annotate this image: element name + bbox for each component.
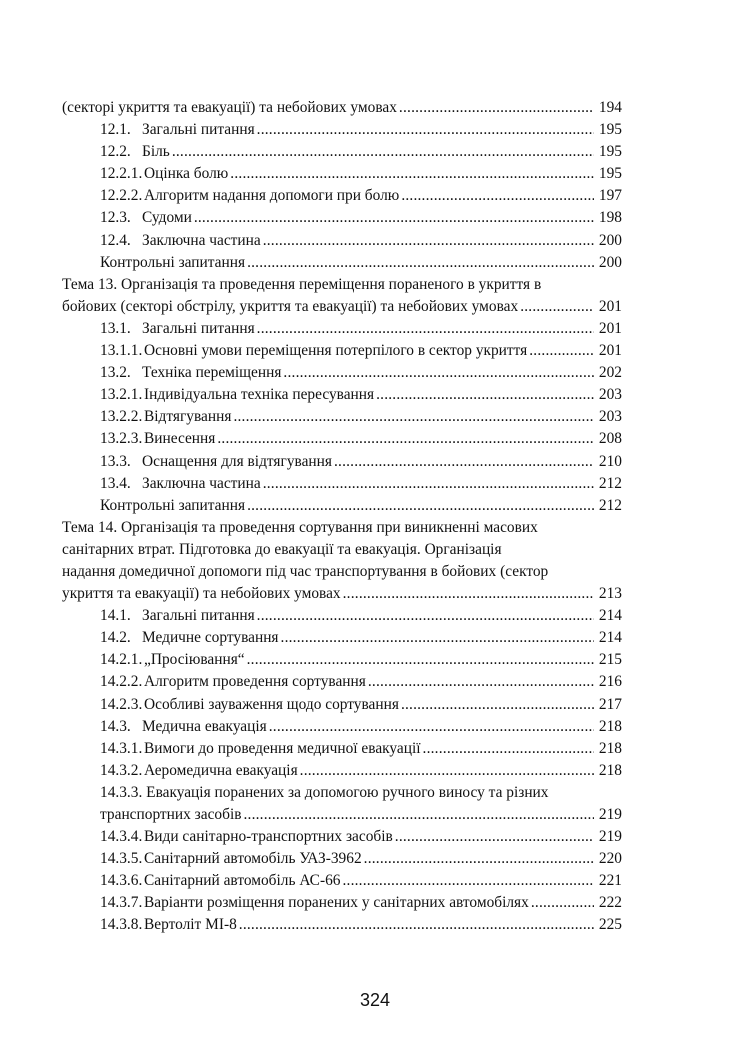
toc-entry[interactable] bbox=[62, 230, 622, 252]
toc-entry-title: Техніка переміщення bbox=[142, 364, 282, 382]
toc-entry-title: Алгоритм проведення сортування bbox=[144, 673, 366, 691]
toc-entry[interactable] bbox=[62, 473, 622, 495]
toc-entry-number: 12.2.2. bbox=[100, 187, 143, 205]
toc-entry-title: Контрольні запитання bbox=[100, 496, 246, 514]
toc-entry-page: 198 bbox=[598, 209, 622, 227]
toc-entry-title: транспортних засобів bbox=[100, 806, 242, 823]
toc-entry-number: 13.3. bbox=[100, 452, 131, 470]
toc-entry-title: Біль bbox=[142, 143, 170, 161]
toc-entry-title: Види санітарно-транспортних засобів bbox=[144, 828, 393, 846]
toc-topic-heading[interactable]: Тема 14. Організація та проведення сортування при виникненні масових bbox=[62, 518, 538, 536]
toc-entry[interactable] bbox=[62, 318, 622, 340]
toc-entry[interactable] bbox=[62, 97, 622, 119]
toc-entry-title: Варіанти розміщення поранених у санітарних автомобілях bbox=[144, 894, 529, 912]
toc-entry[interactable] bbox=[62, 804, 622, 826]
toc-entry-title: Загальні питання bbox=[142, 319, 255, 337]
toc-entry-title: Оцінка болю bbox=[144, 165, 229, 183]
toc-entry[interactable] bbox=[62, 119, 622, 141]
toc-entry-title: Особливі зауваження щодо сортування bbox=[144, 695, 399, 713]
toc-entry[interactable] bbox=[62, 627, 622, 649]
toc-entry[interactable] bbox=[62, 605, 622, 627]
page-number: 324 bbox=[359, 990, 391, 1010]
toc-entry[interactable] bbox=[62, 738, 622, 760]
toc-entry-page: 214 bbox=[598, 607, 622, 625]
toc-entry-number: 14.2.2. bbox=[100, 673, 143, 691]
toc-entry-number: 13.1.1. bbox=[100, 342, 143, 360]
toc-entry-page: 208 bbox=[598, 430, 622, 448]
toc-entry-number: 14.3.6. bbox=[100, 872, 143, 890]
toc-entry-page: 219 bbox=[598, 828, 622, 846]
toc-entry[interactable] bbox=[62, 694, 622, 716]
toc-entry-page: 201 bbox=[598, 342, 622, 360]
toc-entry[interactable] bbox=[62, 296, 622, 318]
toc-entry[interactable] bbox=[62, 340, 622, 362]
toc-entry-number: 13.2.2. bbox=[100, 408, 143, 426]
toc-entry-number: 13.4. bbox=[100, 474, 131, 492]
toc-entry[interactable] bbox=[62, 649, 622, 671]
toc-entry-number: 13.2. bbox=[100, 364, 131, 382]
toc-entry-page: 203 bbox=[598, 386, 622, 404]
dot-leader bbox=[239, 914, 594, 936]
toc-entry-page: 194 bbox=[598, 99, 622, 116]
toc-entry-title: Медичне сортування bbox=[142, 629, 279, 647]
toc-entry-title: (секторі укриття та евакуації) та небойових умовах bbox=[62, 99, 397, 116]
dot-leader bbox=[401, 185, 594, 207]
toc-topic-heading[interactable]: Тема 13. Організація та проведення переміщення пораненого в укриття в bbox=[62, 275, 542, 293]
toc-entry-number: 13.1. bbox=[100, 319, 131, 337]
dot-leader bbox=[401, 694, 594, 716]
toc-entry-page: 218 bbox=[598, 761, 622, 779]
toc-entry-page: 217 bbox=[598, 695, 622, 713]
toc-entry-number: 13.2.3. bbox=[100, 430, 143, 448]
toc-entry-page: 215 bbox=[598, 651, 622, 669]
dot-leader bbox=[243, 804, 594, 826]
toc-entry-page: 212 bbox=[598, 496, 622, 514]
toc-entry-number: 12.2. bbox=[100, 143, 131, 161]
toc-entry-page: 201 bbox=[598, 319, 622, 337]
toc-entry-page: 195 bbox=[598, 143, 622, 161]
toc-subentry-heading[interactable]: 14.3.3. Евакуація поранених за допомогою ручного виносу та різних bbox=[100, 783, 549, 801]
toc-entry-title: Основні умови переміщення потерпілого в сектор укриття bbox=[144, 342, 528, 360]
toc-entry-page: 218 bbox=[598, 717, 622, 735]
toc-entry-title: Вертоліт МІ-8 bbox=[144, 916, 237, 934]
toc-entry-page: 218 bbox=[598, 739, 622, 757]
toc-entry-page: 202 bbox=[598, 364, 622, 382]
dot-leader bbox=[364, 848, 594, 870]
toc-entry-title: бойових (секторі обстрілу, укриття та евакуації) та небойових умовах bbox=[62, 297, 519, 315]
toc-entry-title: Медична евакуація bbox=[142, 717, 267, 735]
toc-entry-page: 210 bbox=[598, 452, 622, 470]
toc-entry-title: Санітарний автомобіль АС-66 bbox=[144, 872, 341, 890]
toc-entry-page: 197 bbox=[598, 187, 622, 205]
toc-entry-page: 222 bbox=[598, 894, 622, 912]
toc-entry-title: Судоми bbox=[142, 209, 192, 227]
dot-leader bbox=[342, 870, 594, 892]
toc-entry[interactable] bbox=[62, 141, 622, 163]
toc-entry-title: Аеромедична евакуація bbox=[144, 761, 298, 779]
toc-entry-page: 213 bbox=[598, 585, 622, 603]
toc-entry-number: 14.3.2. bbox=[100, 761, 143, 779]
dot-leader bbox=[257, 318, 594, 340]
dot-leader bbox=[376, 384, 594, 406]
toc-entry-number: 12.2.1. bbox=[100, 165, 143, 183]
toc-entry-number: 13.2.1. bbox=[100, 386, 143, 404]
dot-leader bbox=[399, 97, 594, 119]
dot-leader bbox=[395, 826, 594, 848]
toc-entry-page: 195 bbox=[598, 165, 622, 183]
toc-entry[interactable] bbox=[62, 892, 622, 914]
toc-entry-title: Заключна частина bbox=[142, 474, 261, 492]
toc-entry-number: 14.3.5. bbox=[100, 850, 143, 868]
dot-leader bbox=[247, 649, 594, 671]
dot-leader bbox=[194, 207, 594, 229]
dot-leader bbox=[343, 583, 594, 605]
toc-entry[interactable] bbox=[62, 716, 622, 738]
toc-entry-title: Відтягування bbox=[144, 408, 232, 426]
dot-leader bbox=[247, 495, 594, 517]
dot-leader bbox=[230, 163, 594, 185]
toc-topic-heading[interactable]: надання домедичної допомоги під час транспортування в бойових (сектор bbox=[62, 562, 549, 580]
toc-entry-number: 14.3. bbox=[100, 717, 131, 735]
toc-entry[interactable] bbox=[62, 583, 622, 605]
toc-entry[interactable] bbox=[62, 185, 622, 207]
toc-entry-number: 12.3. bbox=[100, 209, 131, 227]
toc-entry-page: 195 bbox=[598, 121, 622, 139]
toc-entry-number: 14.3.7. bbox=[100, 894, 143, 912]
toc-entry-title: Санітарний автомобіль УАЗ-3962 bbox=[144, 850, 362, 868]
toc-entry-title: Індивідуальна техніка пересування bbox=[144, 386, 375, 404]
toc-entry-page: 200 bbox=[598, 253, 622, 271]
toc-entry-title: Контрольні запитання bbox=[100, 253, 246, 271]
dot-leader bbox=[368, 671, 594, 693]
toc-entry-number: 12.1. bbox=[100, 121, 131, 139]
toc-entry[interactable] bbox=[62, 451, 622, 473]
toc-entry-title: Заключна частина bbox=[142, 231, 261, 249]
toc-entry-page: 221 bbox=[598, 872, 622, 890]
toc-entry-page: 200 bbox=[598, 231, 622, 249]
toc-entry-title: Алгоритм надання допомоги при болю bbox=[144, 187, 400, 205]
dot-leader bbox=[257, 119, 594, 141]
toc-topic-heading[interactable]: санітарних втрат. Підготовка до евакуації та евакуація. Організація bbox=[62, 540, 502, 558]
toc-entry-page: 201 bbox=[598, 297, 622, 315]
toc-entry[interactable] bbox=[62, 870, 622, 892]
toc-entry-title: Вимоги до проведення медичної евакуації bbox=[144, 739, 421, 757]
dot-leader bbox=[263, 230, 594, 252]
table-of-contents bbox=[62, 97, 622, 937]
toc-entry-page: 203 bbox=[598, 408, 622, 426]
dot-leader bbox=[217, 428, 594, 450]
toc-entry[interactable] bbox=[62, 252, 622, 274]
dot-leader bbox=[172, 141, 594, 163]
dot-leader bbox=[529, 340, 594, 362]
toc-entry-title: „Просіювання“ bbox=[144, 651, 245, 669]
dot-leader bbox=[263, 473, 594, 495]
toc-entry[interactable] bbox=[62, 384, 622, 406]
dot-leader bbox=[520, 296, 594, 318]
toc-entry[interactable] bbox=[62, 671, 622, 693]
dot-leader bbox=[247, 252, 594, 274]
toc-entry-title: Загальні питання bbox=[142, 607, 255, 625]
toc-entry-title: Загальні питання bbox=[142, 121, 255, 139]
dot-leader bbox=[300, 760, 594, 782]
dot-leader bbox=[233, 406, 594, 428]
toc-entry-page: 225 bbox=[598, 916, 622, 934]
toc-entry-page: 214 bbox=[598, 629, 622, 647]
toc-entry-number: 14.1. bbox=[100, 607, 131, 625]
toc-entry[interactable] bbox=[62, 914, 622, 936]
toc-entry-page: 212 bbox=[598, 474, 622, 492]
toc-entry-number: 14.2. bbox=[100, 629, 131, 647]
toc-entry[interactable] bbox=[62, 207, 622, 229]
toc-entry-number: 14.3.1. bbox=[100, 739, 143, 757]
dot-leader bbox=[281, 627, 594, 649]
dot-leader bbox=[257, 605, 594, 627]
toc-entry-page: 220 bbox=[598, 850, 622, 868]
dot-leader bbox=[283, 362, 594, 384]
toc-entry-title: Оснащення для відтягування bbox=[142, 452, 332, 470]
toc-entry-number: 12.4. bbox=[100, 231, 131, 249]
toc-entry-page: 219 bbox=[598, 806, 622, 823]
toc-entry[interactable] bbox=[62, 848, 622, 870]
dot-leader bbox=[531, 892, 594, 914]
toc-entry-number: 14.3.4. bbox=[100, 828, 143, 846]
toc-entry-number: 14.3.8. bbox=[100, 916, 143, 934]
toc-entry-page: 216 bbox=[598, 673, 622, 691]
toc-entry[interactable] bbox=[62, 495, 622, 517]
toc-entry[interactable] bbox=[62, 826, 622, 848]
toc-entry-title: Винесення bbox=[144, 430, 216, 448]
toc-entry[interactable] bbox=[62, 406, 622, 428]
toc-entry[interactable] bbox=[62, 760, 622, 782]
toc-entry[interactable] bbox=[62, 362, 622, 384]
toc-entry-title: укриття та евакуації) та небойових умовах bbox=[62, 585, 341, 603]
dot-leader bbox=[334, 451, 594, 473]
toc-entry[interactable] bbox=[62, 163, 622, 185]
toc-entry-number: 14.2.1. bbox=[100, 651, 143, 669]
toc-entry-number: 14.2.3. bbox=[100, 695, 143, 713]
dot-leader bbox=[423, 738, 594, 760]
toc-entry[interactable] bbox=[62, 428, 622, 450]
dot-leader bbox=[269, 716, 594, 738]
